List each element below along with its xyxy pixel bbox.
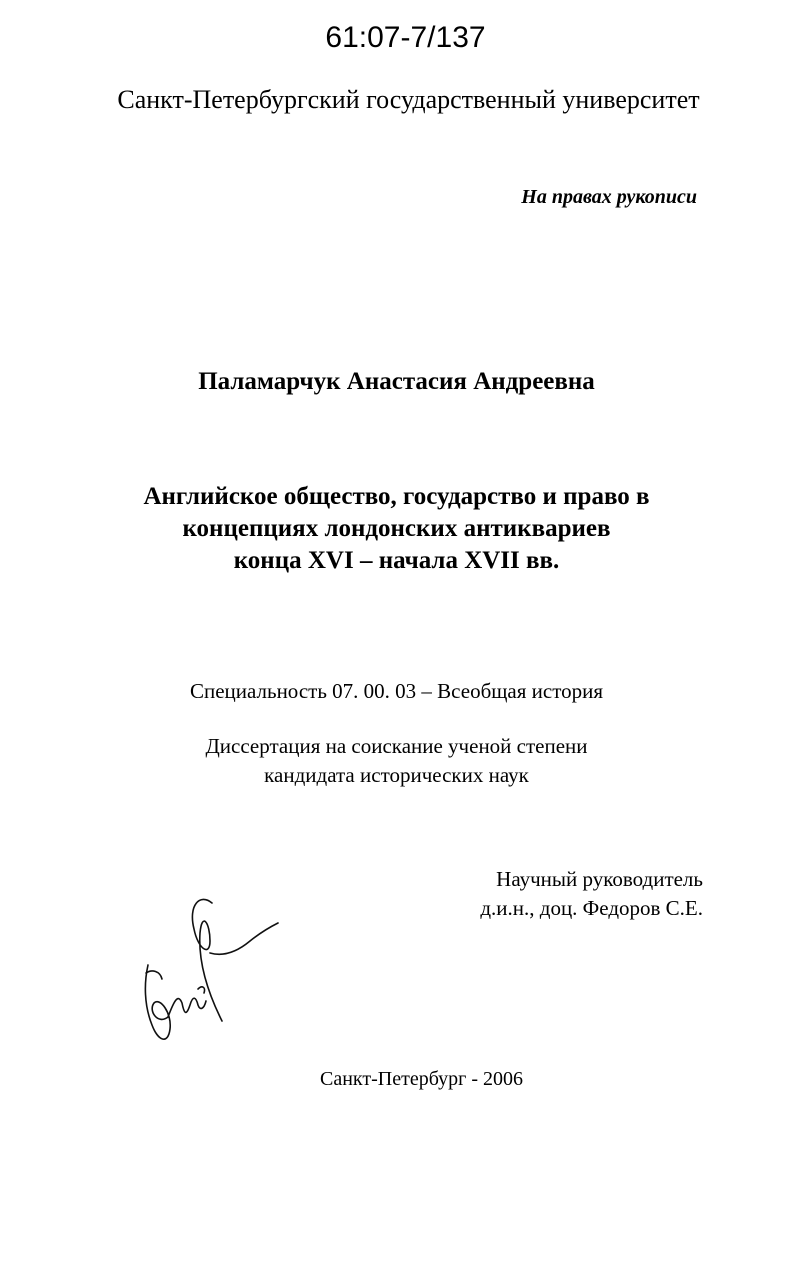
city-year: Санкт-Петербург - 2006	[320, 1068, 523, 1090]
degree-line: Диссертация на соискание ученой степени	[205, 734, 588, 758]
university-name: Санкт-Петербургский государственный университет	[117, 85, 700, 114]
degree-statement	[0, 732, 793, 790]
specialty: Специальность 07. 00. 03 – Всеобщая история	[189, 679, 604, 703]
author-name: Паламарчук Анастасия Андреевна	[198, 368, 595, 395]
supervisor-block	[480, 865, 703, 923]
title-line: Английское общество, государство и право в	[143, 483, 650, 510]
rights-note: На правах рукописи	[521, 186, 697, 208]
dissertation-title	[0, 481, 793, 577]
supervisor-name: д.и.н., доц. Федоров С.Е.	[480, 896, 703, 920]
signature-icon	[138, 893, 288, 1058]
title-line: концепциях лондонских антиквариев	[182, 515, 611, 542]
catalog-number: 61:07-7/137	[325, 21, 486, 54]
supervisor-role: Научный руководитель	[496, 867, 703, 891]
title-line: конца XVI – начала XVII вв.	[233, 547, 560, 574]
degree-line: кандидата исторических наук	[264, 763, 529, 787]
